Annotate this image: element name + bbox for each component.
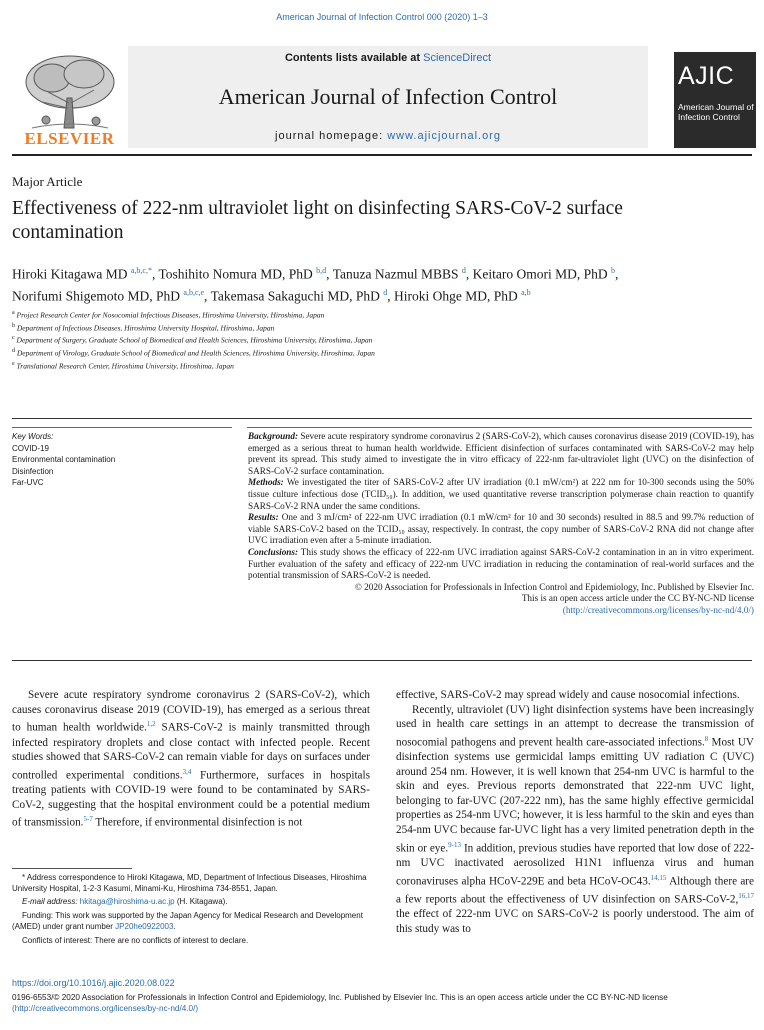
affiliation-item xyxy=(12,321,752,334)
affiliation-list xyxy=(12,308,752,372)
citation-link[interactable]: 1,2 xyxy=(146,720,156,729)
author: Hiroki Ohge MD, PhD xyxy=(393,288,518,303)
author-affiliation-marks[interactable]: d xyxy=(383,287,388,297)
issn-text: 0196-6553/© 2020 Association for Professionals in Infection Control and Epidemiology, Inc. Published by Elsevier Inc. This is an open access article under the CC BY-NC-ND license xyxy=(12,993,668,1002)
email-note xyxy=(12,897,370,908)
contents-prefix: Contents lists available at xyxy=(284,52,424,64)
funding-text: Funding: This work was supported by the Japan Agency for Medical Research and Development (AMED) under grant number xyxy=(12,911,363,931)
header-rule xyxy=(12,418,752,419)
citation-link[interactable]: 8 xyxy=(704,734,709,743)
body-column-left xyxy=(12,688,370,831)
keywords-box xyxy=(12,431,232,489)
results-label: Results: xyxy=(248,512,279,523)
body-paragraph xyxy=(12,688,370,831)
abstract-bottom-rule xyxy=(12,660,752,661)
affiliation-mark: e xyxy=(12,360,15,367)
journal-homepage xyxy=(128,130,648,142)
article-type: Major Article xyxy=(12,174,83,189)
cover-subtitle: American Journal of Infection Control xyxy=(678,102,754,122)
affiliation-text: Translational Research Center, Hiroshima University, Hiroshima, Japan xyxy=(16,361,234,371)
affiliation-text: Department of Virology, Graduate School of Biomedical and Health Sciences, Hiroshima University, Hiroshima, Japan xyxy=(16,348,375,358)
body-text: Therefore, if environmental disinfection is not xyxy=(92,816,303,829)
body-text: the effect of 222-nm UVC on SARS-CoV-2 is poorly understood. The aim of this study was to xyxy=(396,908,754,935)
affiliation-mark: d xyxy=(12,348,15,355)
copyright-line-1: © 2020 Association for Professionals in Infection Control and Epidemiology, Inc. Published by Elsevier Inc. xyxy=(354,581,754,592)
email-suffix: (H. Kitagawa). xyxy=(174,897,228,907)
body-text: Furthermore, surfaces in hospitals treating patients with COVID-19 were found to be contaminated by SARS-CoV-2, suggesting that the hospital environment could be a potential medium of transmission. xyxy=(12,769,370,829)
body-text: Most UV disinfection systems use germicidal lamps emitting UV radiation C (UVC) around 254 nm. However, it is well known that 254-nm UVC is harmful to the skin and eyes. Previous reports demonstrated that 222-nm UVC light, belonging to far-UVC (207-222 nm), has the same highly effective germicidal properties as 254-nm UVC; however, it is less harmful to the skin and eyes than 254-nm UVC because far-UVC light has a very limited penetration depth in the skin or eye. xyxy=(396,736,754,855)
funding-text-end: . xyxy=(173,921,176,931)
grant-link[interactable]: JP20he0922003 xyxy=(115,921,174,931)
background-text: Severe acute respiratory syndrome coronavirus 2 (SARS-CoV-2), which causes coronavirus disease 2019 (COVID-19), has emerged as a serious threat to human health worldwide. Efficient disinfection of surfaces contaminated with SARS-CoV-2 may help prevent its spread. This study aimed to investigate the in vitro efficacy of 222-nm far-ultraviolet light (UVC) on the disinfection of SARS-CoV-2 surface contamination. xyxy=(248,431,754,476)
abstract-results xyxy=(248,512,754,547)
contents-line xyxy=(128,52,648,64)
results-text: One and 3 mJ/cm² of 222-nm UVC irradiation (0.1 mW/cm² for 10 and 30 seconds) resulted in 88.5 and 99.7% reduction of viable SARS-CoV-2 based on the TCID₅₀ assay, respectively. In contrast, the copy number of SARS-CoV-2 RNA did not change after UVC irradiation even after a 5-minute irradiation. xyxy=(248,512,754,546)
citation-link[interactable]: 16,17 xyxy=(738,891,754,900)
author-affiliation-marks[interactable]: a,b,c,e xyxy=(183,287,205,297)
affiliation-mark: b xyxy=(12,322,15,329)
homepage-prefix: journal homepage: xyxy=(275,130,388,142)
citation-link[interactable]: 14,15 xyxy=(650,873,667,882)
author-affiliation-marks[interactable]: a,b,c,* xyxy=(130,266,152,275)
affiliation-text: Department of Surgery, Graduate School of Biomedical and Health Sciences, Hiroshima University, Hiroshima, Japan xyxy=(16,335,373,345)
funding-note xyxy=(12,911,370,932)
methods-text: We investigated the titer of SARS-CoV-2 after UV irradiation (0.1 mW/cm²) at 222 nm for 10-300 seconds using the 50% tissue culture infectious dose (TCID₅₀). In addition, we used quantitative reverse transcription polymerase chain reaction to quantify SARS-CoV-2 RNA under the same conditions. xyxy=(248,477,754,511)
conclusions-label: Conclusions: xyxy=(248,546,299,557)
cover-title: AJIC xyxy=(678,62,735,90)
copyright-line-2: This is an open access article under the CC BY-NC-ND license xyxy=(521,593,754,604)
email-label: E-mail address: xyxy=(22,897,80,907)
author: Takemasa Sakaguchi MD, PhD xyxy=(210,288,380,303)
abstract-conclusions xyxy=(248,547,754,582)
affiliation-mark: a xyxy=(12,310,15,316)
keywords-rule xyxy=(12,427,232,428)
body-text: In addition, previous studies have reported that low dose of 222-nm UVC inactivated aerosolized H1N1 influenza virus and human coronaviruses alpha HCoV-229E and beta HCoV-OC43. xyxy=(396,842,754,888)
body-text: SARS-CoV-2 is mainly transmitted through infected respiratory droplets and close contact with infected people. Recent studies showed that SARS-CoV-2 can remain viable for days on surfaces under controlled experimental conditions. xyxy=(12,721,370,782)
keyword-item: Far-UVC xyxy=(12,478,44,487)
citation-link[interactable]: 5-7 xyxy=(83,815,93,824)
issn-license-line xyxy=(12,992,762,1014)
license-link[interactable]: (http://creativecommons.org/licenses/by-nc-nd/4.0/) xyxy=(562,604,754,615)
doi-link[interactable]: https://doi.org/10.1016/j.ajic.2020.08.022 xyxy=(12,978,175,988)
article-title: Effectiveness of 222-nm ultraviolet light on disinfecting SARS-CoV-2 surface contamination xyxy=(12,198,623,243)
footnotes xyxy=(12,873,370,949)
methods-label: Methods: xyxy=(248,477,284,488)
body-text: Although there are a few reports about the effectiveness of UV disinfection on SARS-CoV-2, xyxy=(396,875,754,906)
affiliation-item xyxy=(12,333,752,346)
author-affiliation-marks[interactable]: d xyxy=(461,266,466,275)
abstract xyxy=(248,431,754,617)
abstract-rule xyxy=(247,427,752,428)
author: Toshihito Nomura MD, PhD xyxy=(158,266,313,282)
sciencedirect-link[interactable]: ScienceDirect xyxy=(423,52,491,64)
author-affiliation-marks[interactable]: b xyxy=(610,266,615,275)
elsevier-wordmark: ELSEVIER xyxy=(24,129,115,148)
keyword-item: Environmental contamination xyxy=(12,455,116,464)
email-link[interactable]: hkitaga@hiroshima-u.ac.jp xyxy=(79,897,175,907)
correspondence-note: * Address correspondence to Hiroki Kitagawa, MD, Department of Infectious Diseases, Hiroshima University Hospital, 1-2-3 Kasumi, Minami-Ku, Hiroshima 734-8551, Japan. xyxy=(12,873,367,893)
body-paragraph: effective, SARS-CoV-2 may spread widely and cause nosocomial infections. xyxy=(396,689,740,701)
conflicts-note: Conflicts of interest: There are no conflicts of interest to declare. xyxy=(22,935,249,945)
running-head: American Journal of Infection Control 000 (2020) 1–3 xyxy=(276,12,488,22)
body-text: Severe acute respiratory syndrome coronavirus 2 (SARS-CoV-2), which causes coronavirus disease 2019 (COVID-19), has emerged as a serious threat to human health worldwide. xyxy=(12,689,370,734)
affiliation-item xyxy=(12,308,752,321)
journal-cover[interactable] xyxy=(674,52,756,148)
background-label: Background: xyxy=(248,431,299,441)
author: Hiroki Kitagawa MD xyxy=(12,266,128,282)
author: Keitaro Omori MD, PhD xyxy=(472,266,608,282)
body-text: Recently, ultraviolet (UV) light disinfection systems have been increasingly used in health care settings in an attempt to decrease the transmission of nosocomial pathogens and prevent health care-associated infections. xyxy=(396,703,754,749)
author: Norifumi Shigemoto MD, PhD xyxy=(12,288,181,303)
author-affiliation-marks[interactable]: a,b xyxy=(521,287,531,297)
affiliation-mark: c xyxy=(12,335,15,342)
abstract-background xyxy=(248,431,754,477)
author: Tanuza Nazmul MBBS xyxy=(332,266,459,282)
keywords-heading: Key Words: xyxy=(12,432,54,441)
citation-link[interactable]: 9-13 xyxy=(448,840,462,849)
body-column-right xyxy=(396,688,754,936)
footnote-rule xyxy=(12,868,132,869)
citation-link[interactable]: 3,4 xyxy=(182,767,192,776)
keyword-item: COVID-19 xyxy=(12,443,49,453)
masthead-rule xyxy=(12,154,752,156)
affiliation-text: Project Research Center for Nosocomial Infectious Diseases, Hiroshima University, Hiroshima, Japan xyxy=(16,310,325,320)
author-list: Hiroki Kitagawa MD $^{a,b,c,*}$, Toshihito Nomura MD, PhD $^{b,d}$, Tanuza Nazmul MBBS $^d$, Keitaro Omori MD, PhD $^b$, Norifumi Shigemoto MD, PhD $^{a,b,c,e}$, Takemasa Sakaguchi MD, PhD $^d$, Hiroki Ohge MD, PhD $^{a,b}$ xyxy=(12,266,619,303)
author-affiliation-marks[interactable]: b,d xyxy=(316,266,327,275)
footer-license-link[interactable]: (http://creativecommons.org/licenses/by-nc-nd/4.0/) xyxy=(12,1004,199,1013)
conclusions-text: This study shows the efficacy of 222-nm UVC irradiation against SARS-CoV-2 contamination in an in vitro experiment. Further evaluation of the safety and efficacy of 222-nm UVC irradiation in reducing the contamination of real-world surfaces and the potential transmission of SARS-CoV-2 is needed. xyxy=(248,546,754,581)
affiliation-item xyxy=(12,359,752,372)
affiliation-item xyxy=(12,346,752,359)
journal-title: American Journal of Infection Control xyxy=(218,84,558,109)
affiliation-text: Department of Infectious Diseases, Hiroshima University Hospital, Hiroshima, Japan xyxy=(16,323,275,333)
homepage-link[interactable]: www.ajicjournal.org xyxy=(387,130,501,142)
abstract-methods xyxy=(248,477,754,512)
keyword-item: Disinfection xyxy=(12,466,54,476)
body-paragraph xyxy=(396,703,754,937)
